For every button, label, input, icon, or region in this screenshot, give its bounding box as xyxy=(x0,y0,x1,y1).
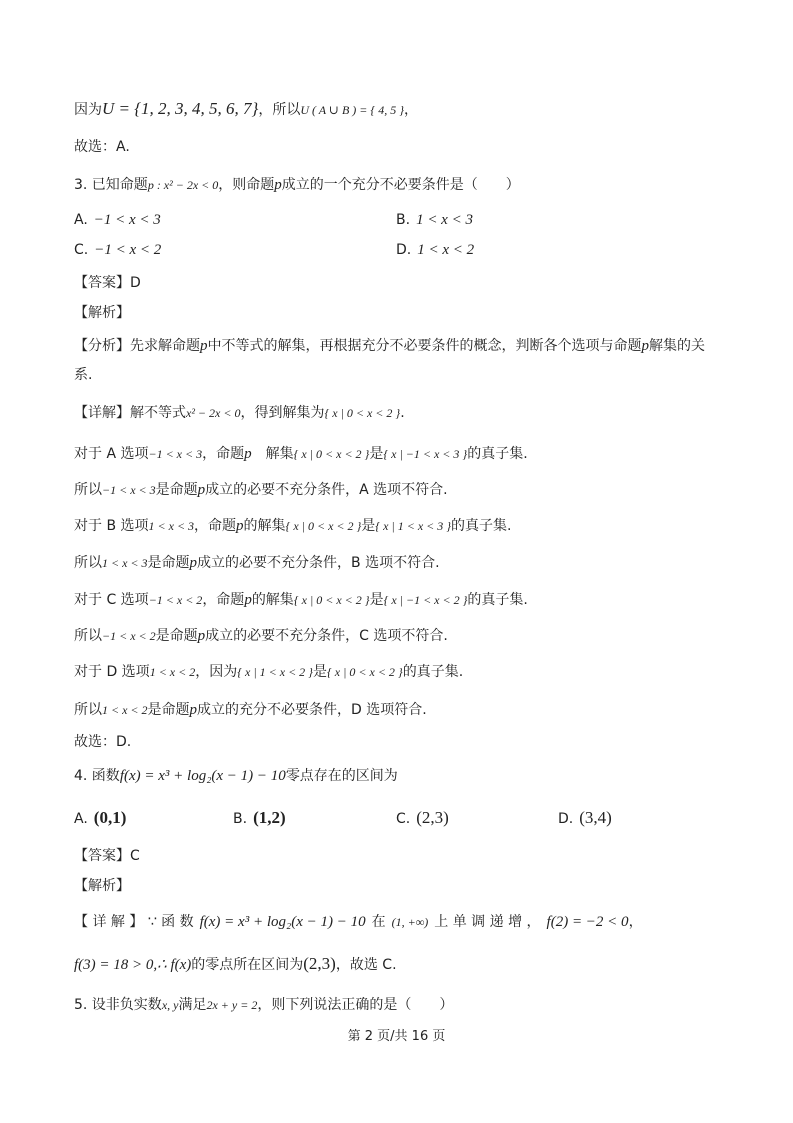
reason-b: 对于 B 选项1 < x < 3，命题p的解集{ x | 0 < x < 2 }是{ x | 1 < x < 3 }的真子集. xyxy=(74,518,512,534)
reason-a: 对于 A 选项−1 < x < 3，命题p 解集{ x | 0 < x < 2 }是{ x | −1 < x < 3 }的真子集. xyxy=(74,446,528,462)
text: 3. 已知命题 xyxy=(74,177,148,193)
conclusion-c: 所以−1 < x < 2是命题p成立的必要不充分条件，C 选项不符合. xyxy=(74,628,448,644)
question-4: 4. 函数f(x) = x³ + log₂(x − 1) − 10零点存在的区间为 xyxy=(74,768,398,784)
conclusion-a: 所以−1 < x < 3是命题p成立的必要不充分条件，A 选项不符合. xyxy=(74,482,448,498)
text: 因为 xyxy=(74,102,102,118)
detail-4-line-2: f(3) = 18 > 0,∴ f(x)的零点所在区间为(2,3)，故选 C. xyxy=(74,954,397,973)
option-a: A. (0,1) xyxy=(74,808,127,827)
line-choose-a: 故选：A. xyxy=(74,139,130,155)
detail-line: 【详解】解不等式x² − 2x < 0，得到解集为{ x | 0 < x < 2 }. xyxy=(74,405,405,421)
analysis-line-wrap: 系. xyxy=(74,367,93,383)
math-universal-set: U = {1, 2, 3, 4, 5, 6, 7} xyxy=(102,99,259,118)
text: 成立的一个充分不必要条件是（ ） xyxy=(281,177,520,193)
math-proposition: p : x² − 2x < 0 xyxy=(147,178,219,192)
question-3 xyxy=(74,175,520,195)
math-complement: U ( A ∪ B ) = { 4, 5 } xyxy=(300,103,404,117)
conclusion-d: 所以1 < x < 2是命题p成立的充分不必要条件，D 选项符合. xyxy=(74,702,427,718)
option-d: D. 1 < x < 2 xyxy=(396,242,475,258)
option-c: C. (2,3) xyxy=(396,808,449,827)
text: ， xyxy=(404,102,418,118)
option-b: B. (1,2) xyxy=(233,808,286,827)
line-complement-set xyxy=(74,99,418,120)
question-5: 5. 设非负实数x, y满足2x + y = 2，则下列说法正确的是（ ） xyxy=(74,997,454,1013)
line-choose-d: 故选：D. xyxy=(74,734,132,750)
analysis-line: 【分析】先求解命题p中不等式的解集，再根据充分不必要条件的概念，判断各个选项与命题p解集的关 xyxy=(74,338,705,354)
analysis-heading-4: 【解析】 xyxy=(74,878,130,894)
option-b: B. 1 < x < 3 xyxy=(396,212,473,228)
text: ，则命题 xyxy=(218,177,275,193)
reason-d: 对于 D 选项1 < x < 2，因为{ x | 1 < x < 2 }是{ x | 0 < x < 2 }的真子集. xyxy=(74,664,464,680)
option-d: D. (3,4) xyxy=(558,808,612,827)
answer-4: 【答案】C xyxy=(74,848,140,864)
conclusion-b: 所以1 < x < 3是命题p成立的必要不充分条件，B 选项不符合. xyxy=(74,555,440,571)
answer-3: 【答案】D xyxy=(74,275,141,291)
page-footer: 第 2 页/共 16 页 xyxy=(347,1029,446,1044)
detail-4-line-1: 【 详 解 】 ∵ 函 数 f(x) = x³ + log₂(x − 1) − 10 在 (1, +∞) 上 单 调 递 增 ， f(2) = −2 < 0， xyxy=(74,914,643,930)
option-a: A. −1 < x < 3 xyxy=(74,212,161,228)
analysis-heading-3: 【解析】 xyxy=(74,305,130,321)
text: ，所以 xyxy=(258,102,301,118)
math-p: p xyxy=(274,177,282,193)
reason-c: 对于 C 选项−1 < x < 2，命题p的解集{ x | 0 < x < 2 }是{ x | −1 < x < 2 }的真子集. xyxy=(74,592,528,608)
option-c: C. −1 < x < 2 xyxy=(74,242,162,258)
